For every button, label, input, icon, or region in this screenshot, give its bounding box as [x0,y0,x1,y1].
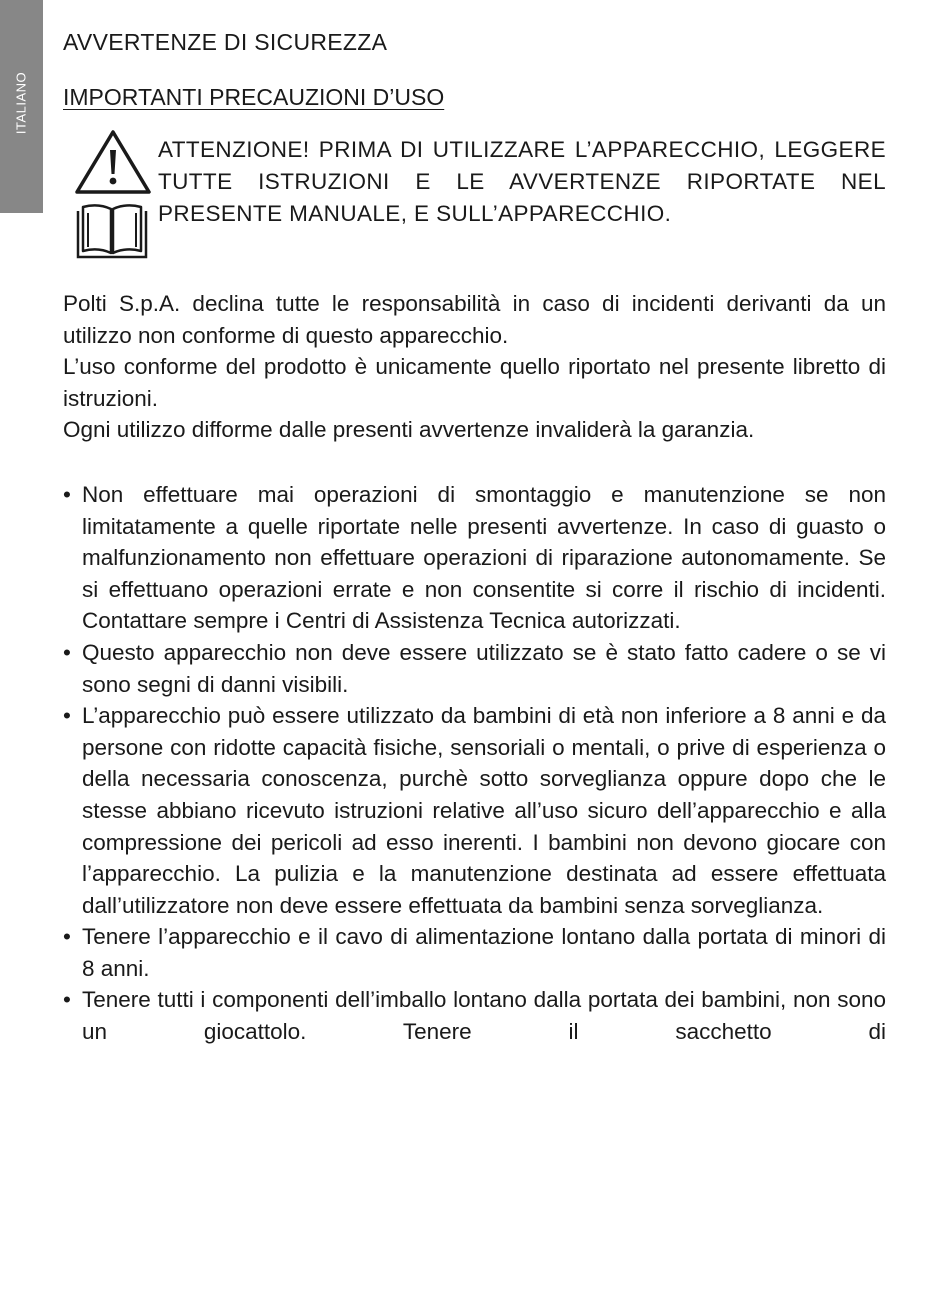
list-item: • Tenere l’apparecchio e il cavo di alimentazione lontano dalla portata di minori di 8 anni. [63,921,886,984]
list-item: • Questo apparecchio non deve essere utilizzato se è stato fatto cadere o se vi sono segni di danni visibili. [63,637,886,700]
page-content [63,26,886,1048]
warning-box [63,134,886,264]
page-title: AVVERTENZE DI SICUREZZA [63,29,388,55]
intro-section [63,288,886,446]
safety-list [63,479,886,1048]
warning-icons [63,134,158,264]
intro-paragraph: Ogni utilizzo difforme dalle presenti avvertenze invaliderà la garanzia. [63,417,755,443]
language-tab-label: ITALIANO [13,71,29,135]
list-item: • Tenere tutti i componenti dell’imballo lontano dalla portata dei bambini, non sono un giocattolo. Tenere il sacchetto di [63,984,886,1047]
list-item: • Non effettuare mai operazioni di smontaggio e manutenzione se non limitatamente a quelle riportate nelle presenti avvertenze. In caso di guasto o malfunzionamento non effettuare operazioni di riparazione autonomamente. Se si effettuano operazioni errate e non consentite si corre il rischio di incidenti. Contattare sempre i Centri di Assistenza Tecnica autorizzati. [63,479,886,637]
warning-text: ATTENZIONE! PRIMA DI UTILIZZARE L’APPARECCHIO, LEGGERE TUTTE ISTRUZIONI E LE AVVERTENZE RIPORTATE NEL PRESENTE MANUALE, E SULL’APPARECCHIO. [158,137,886,226]
list-item: • L’apparecchio può essere utilizzato da bambini di età non inferiore a 8 anni e da persone con ridotte capacità fisiche, sensoriali o mentali, o prive di esperienza o della necessaria conoscenza, purchè sotto sorveglianza oppure dopo che le stesse abbiano ricevuto istruzioni relative all’uso sicuro dell’apparecchio e alla compressione dei pericoli ad esso inerenti. I bambini non devono giocare con l’apparecchio. La pulizia e la manutenzione destinata ad essere effettuata dall’utilizzatore non deve essere effettuata da bambini senza sorveglianza. [63,700,886,921]
intro-paragraph: Polti S.p.A. declina tutte le responsabilità in caso di incidenti derivanti da un utilizzo non conforme di questo apparecchio. [63,291,886,348]
warning-triangle-icon [73,128,153,196]
open-book-icon [74,201,150,263]
intro-paragraph: L’uso conforme del prodotto è unicamente quello riportato nel presente libretto di istruzioni. [63,354,886,411]
section-subtitle: IMPORTANTI PRECAUZIONI D’USO [63,84,445,110]
language-tab [0,0,43,213]
